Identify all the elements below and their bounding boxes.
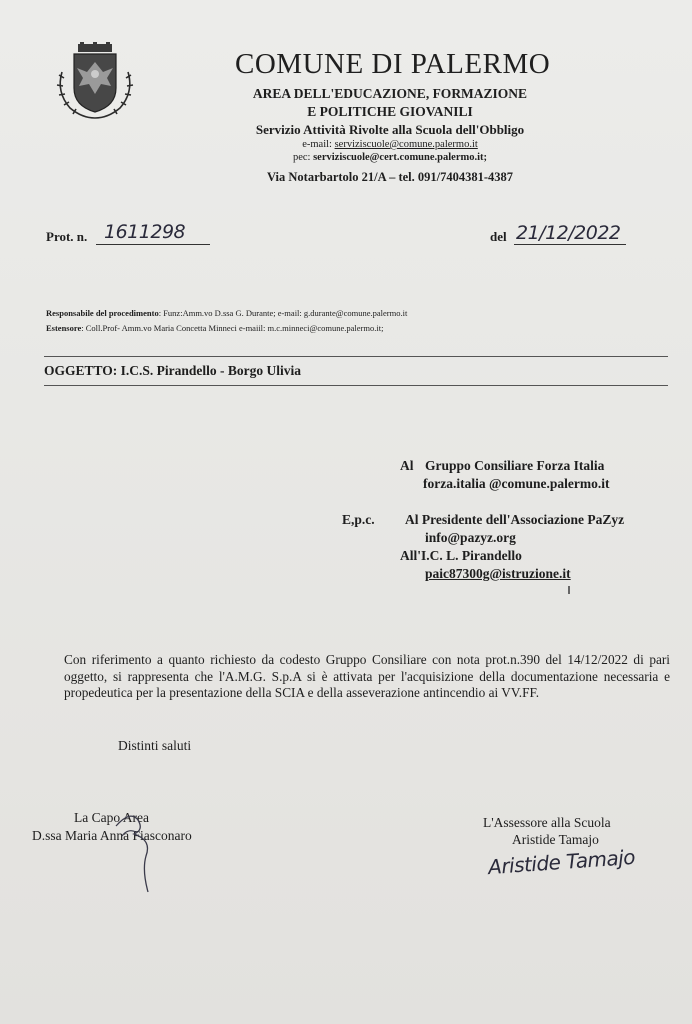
recipient-prefix: Al [400, 458, 414, 473]
department-line-2: E POLITICHE GIOVANILI [307, 104, 473, 119]
protocol-date: 21/12/2022 [516, 222, 621, 244]
recipient-email[interactable]: forza.italia @comune.palermo.it [423, 476, 610, 491]
palermo-coat-of-arms-icon [52, 42, 138, 122]
department-line-1: AREA DELL'EDUCAZIONE, FORMAZIONE [252, 86, 528, 101]
pec-line [160, 152, 620, 163]
responsible-label: Responsabile del procedimento [46, 308, 159, 318]
email-label: e-mail: [302, 139, 335, 150]
address-line: Via Notarbartolo 21/A – tel. 091/7404381-4387 [266, 170, 514, 184]
body-paragraph [64, 652, 670, 702]
email-line [160, 139, 620, 150]
right-signatory-role: L'Assessore alla Scuola [483, 815, 611, 830]
author-label: Estensore [46, 323, 82, 333]
responsible-text: : Funz:Amm.vo D.ssa G. Durante; e-mail: g.durante@comune.palermo.it [158, 308, 408, 318]
right-signatory-name: Aristide Tamajo [512, 832, 599, 847]
cc1-email[interactable]: info@pazyz.org [425, 530, 516, 545]
cc2-email[interactable]: paic87300g@istruzione.it [425, 566, 571, 581]
prot-underline [96, 244, 210, 245]
left-signatory-role: La Capo Area [74, 810, 149, 825]
municipality-title: COMUNE DI PALERMO [235, 48, 551, 80]
closing: Distinti saluti [118, 738, 192, 753]
body-text: Con riferimento a quanto richiesto da codesto Gruppo Consiliare con nota prot.n.390 del 14/12/2022 di pari oggetto, si rappresenta che l'A.M.G. S.p.A si è attivata per l'acquisizione della documentazione necessaria e propedeutica per la presentazione della SCIA e della asseverazione antincendio ai VV.FF. [64, 652, 670, 700]
stray-mark [568, 586, 570, 594]
prot-number: 1611298 [104, 221, 186, 243]
pec-link[interactable]: serviziscuole@cert.comune.palermo.it; [313, 152, 488, 163]
date-label: del [490, 229, 507, 244]
email-link[interactable]: serviziscuole@comune.palermo.it [334, 139, 478, 150]
subject-bottom-rule [44, 385, 668, 386]
left-handwritten-signature [108, 806, 168, 896]
right-handwritten-signature: Aristide Tamajo [487, 844, 636, 880]
cc-label: E,p.c. [342, 512, 375, 527]
service-line: Servizio Attività Rivolte alla Scuola dell'Obbligo [255, 122, 525, 137]
subject-top-rule [44, 356, 668, 357]
left-signatory-name: D.ssa Maria Anna Fiasconaro [32, 828, 192, 843]
author-line [46, 323, 383, 333]
prot-label: Prot. n. [46, 229, 88, 244]
date-underline [514, 244, 626, 245]
author-text: : Coll.Prof- Amm.vo Maria Concetta Minneci e-maiil: m.c.minneci@comune.palermo.it; [81, 323, 384, 333]
pec-label: pec: [292, 152, 314, 163]
cc1-name: Al Presidente dell'Associazione PaZyz [405, 512, 625, 527]
subject: OGGETTO: I.C.S. Pirandello - Borgo Ulivia [44, 363, 302, 378]
recipient-name: Gruppo Consiliare Forza Italia [425, 458, 605, 473]
cc2-name: All'I.C. L. Pirandello [400, 548, 522, 563]
responsible-line [46, 308, 407, 318]
